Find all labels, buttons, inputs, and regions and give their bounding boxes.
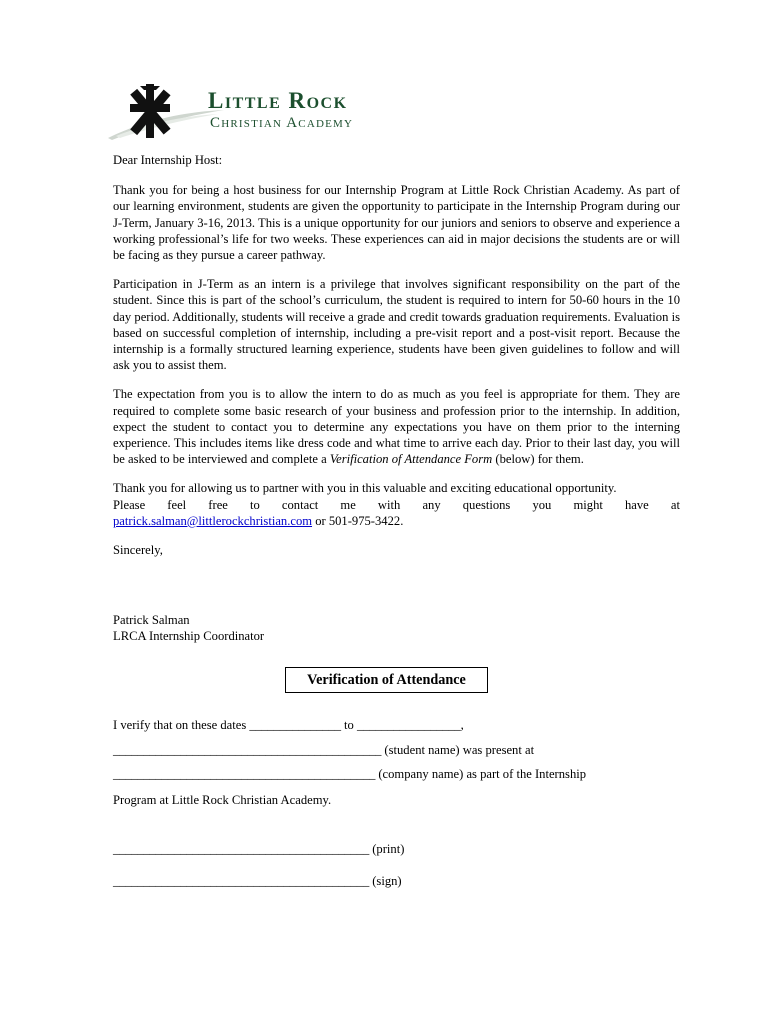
form-title: Verification of Attendance bbox=[285, 667, 488, 693]
student-name-label: (student name) was present at bbox=[381, 742, 535, 757]
verification-form-reference: Verification of Attendance Form bbox=[329, 452, 493, 467]
form-student-line bbox=[113, 742, 680, 758]
form-sign-line bbox=[113, 873, 680, 889]
sign-label: (sign) bbox=[369, 873, 402, 888]
signer-title: LRCA Internship Coordinator bbox=[113, 629, 265, 644]
paragraph-intro: Thank you for being a host business for our Internship Program at Little Rock Christian Academy. As part of our learning environment, students are given the opportunity to participate in the Internship Program during our J-Term, January 3-16, 2013. This is a unique opportunity for our juniors and seniors to observe and experience a working professional’s life for two weeks. These experiences can aid in major decisions the students are or will be facing as they pursue a career pathway. bbox=[113, 183, 680, 263]
company-name-field[interactable]: ___________________________________________ bbox=[113, 767, 376, 782]
form-dates-label: I verify that on these dates bbox=[113, 717, 250, 732]
paragraph-expectations-end: (below) for them. bbox=[492, 452, 584, 467]
phone-number: or 501-975-3422. bbox=[312, 513, 404, 528]
signature-field[interactable]: __________________________________________ bbox=[113, 873, 370, 888]
signer-name: Patrick Salman bbox=[113, 613, 190, 628]
letter-body bbox=[113, 148, 680, 889]
form-program-line: Program at Little Rock Christian Academy. bbox=[113, 793, 332, 808]
form-print-line bbox=[113, 841, 680, 857]
start-date-field[interactable]: _______________ bbox=[249, 717, 341, 732]
form-title-wrap bbox=[113, 667, 680, 701]
paragraph-thanks-line1: Thank you for allowing us to partner with you in this valuable and exciting educational opportunity. bbox=[113, 481, 617, 496]
email-link[interactable]: patrick.salman@littlerockchristian.com bbox=[113, 513, 313, 528]
closing: Sincerely, bbox=[113, 543, 163, 558]
paragraph-expectations bbox=[113, 386, 680, 467]
school-logo bbox=[106, 80, 436, 142]
form-company-line bbox=[113, 766, 680, 782]
end-date-field[interactable]: _________________ bbox=[356, 717, 461, 732]
greeting: Dear Internship Host: bbox=[113, 153, 223, 167]
contact-line bbox=[113, 513, 680, 529]
print-name-field[interactable]: __________________________________________ bbox=[113, 842, 370, 857]
form-dates-line bbox=[113, 717, 680, 733]
logo-graphic bbox=[106, 80, 436, 142]
cross-and-sword-icon bbox=[130, 84, 171, 138]
print-label: (print) bbox=[369, 842, 405, 857]
paragraph-participation: Participation in J-Term as an intern is a privilege that involves significant responsibility on the part of the student. Since this is part of the school’s curriculum, the student is required to intern for 50-60 hours in the 10 day period. Additionally, students will receive a grade and credit towards graduation requirements. Evaluation is based on successful completion of internship, including a pre-visit report and a post-visit report. Because the internship is a formally structured learning experience, students have been given guidelines to follow and will ask you to assist them. bbox=[113, 277, 680, 373]
paragraph-thanks bbox=[113, 480, 680, 529]
signature-block bbox=[113, 612, 680, 644]
logo-line2: Christian Academy bbox=[210, 115, 354, 131]
student-name-field[interactable]: ____________________________________________ bbox=[113, 742, 382, 757]
form-to-label: to bbox=[340, 717, 357, 732]
form-comma: , bbox=[460, 717, 464, 732]
company-name-label: (company name) as part of the Internship bbox=[375, 767, 587, 782]
verification-form bbox=[113, 717, 680, 889]
logo-line1: Little Rock bbox=[208, 88, 348, 113]
paragraph-thanks-line2: Please feel free to contact me with any questions you might have at bbox=[113, 497, 680, 512]
paragraph-expectations-text: The expectation from you is to allow the intern to do as much as you feel is appropriate for them. They are required to complete some basic research of your business and profession prior to the internship. In addition, expect the student to contact you to determine any expectations you have on them prior to the interning experience. This includes items like dress code and what time to arrive each day. Prior to their last day, you will be asked to be interviewed and complete a bbox=[113, 387, 680, 467]
